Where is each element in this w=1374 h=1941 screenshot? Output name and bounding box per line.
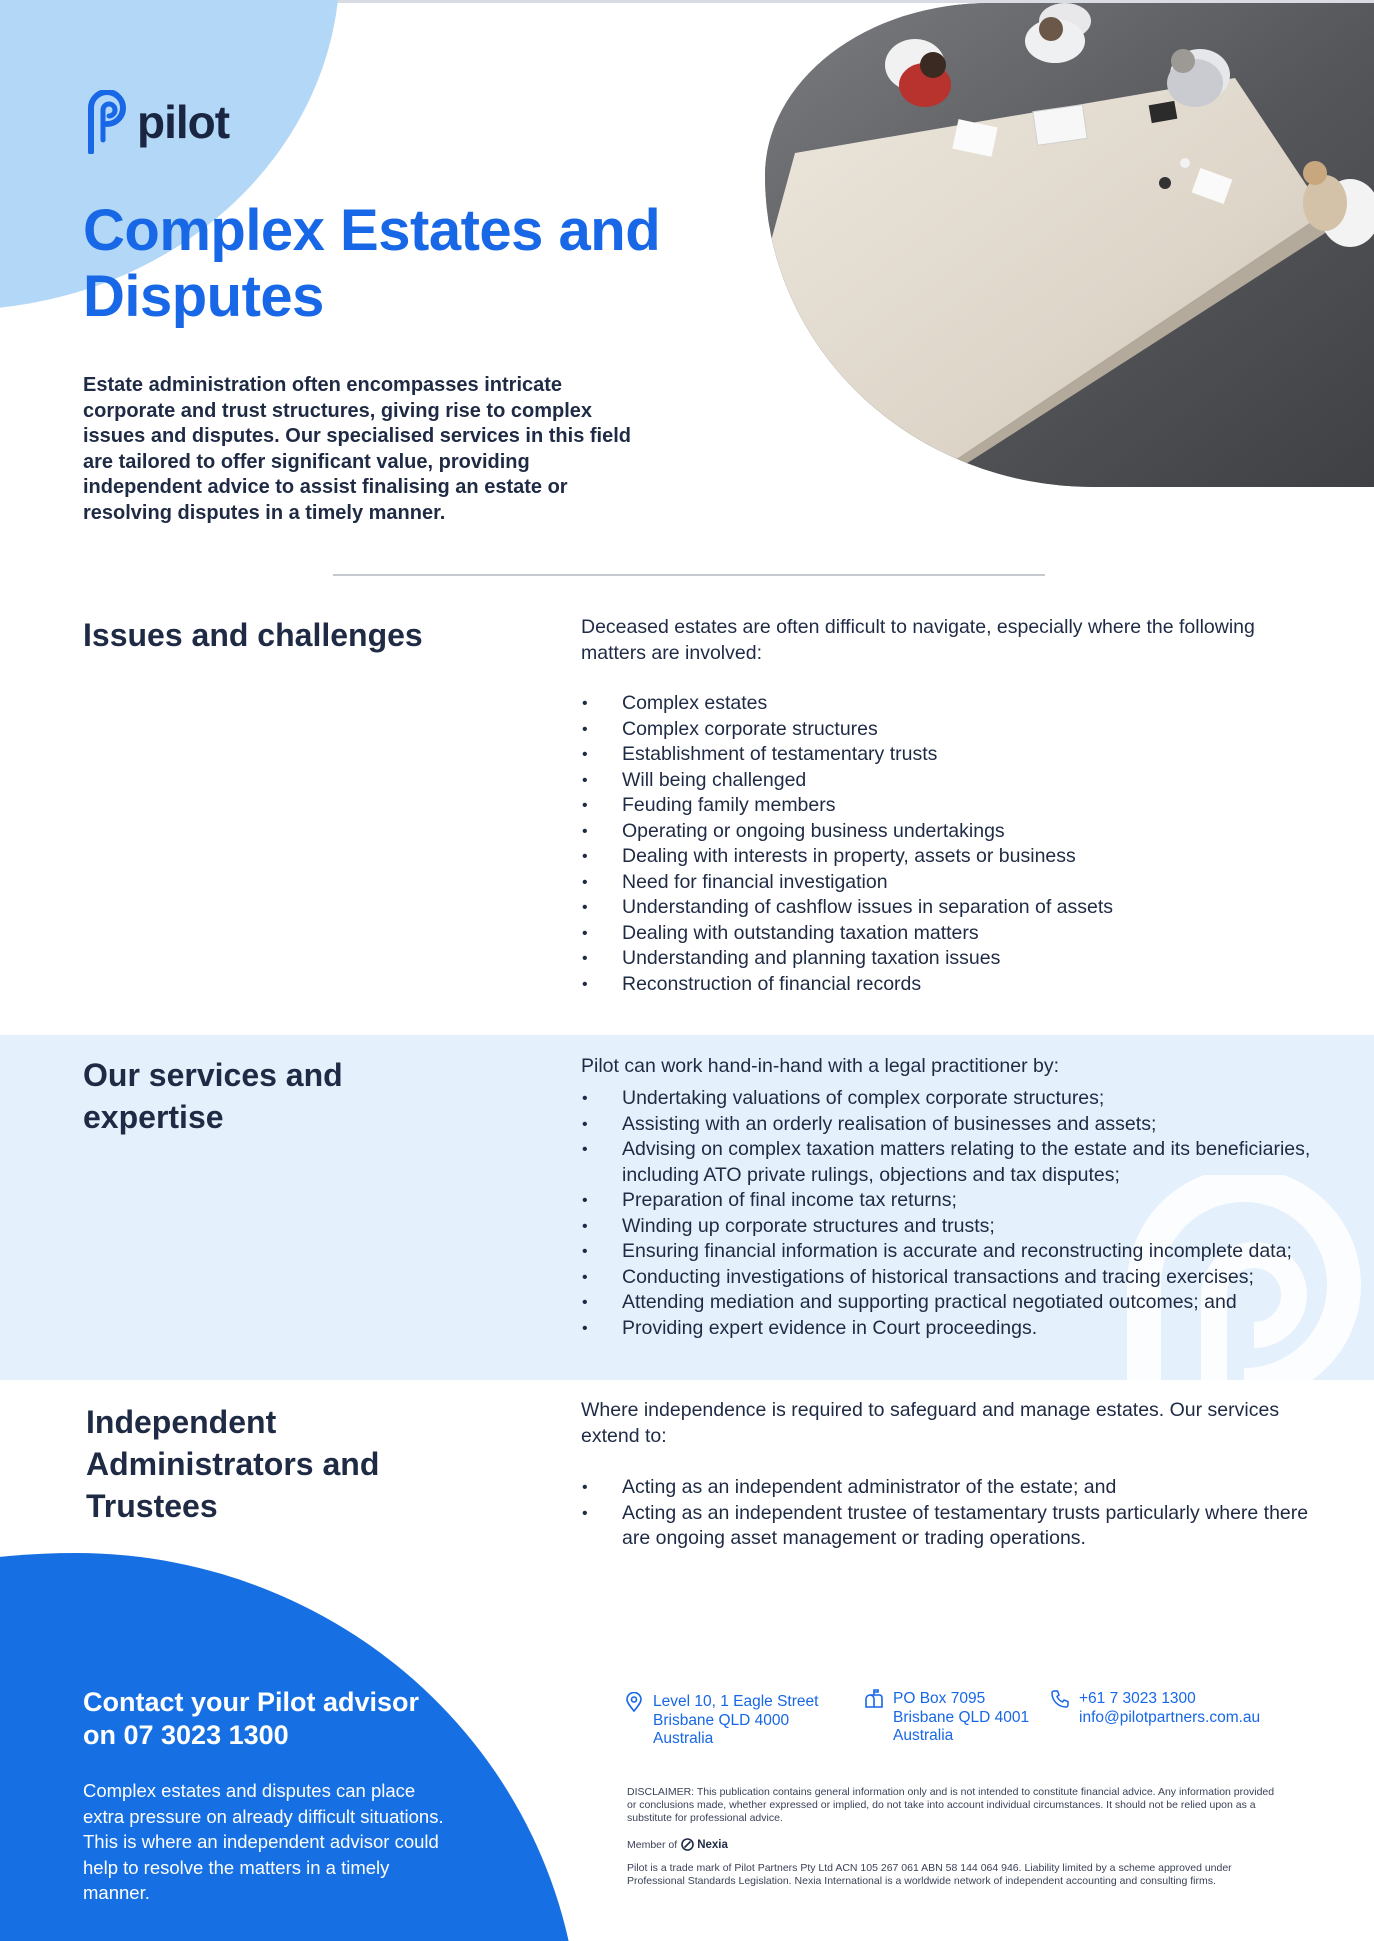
member-label: Member of: [627, 1838, 678, 1851]
contact-title: Contact your Pilot advisor on 07 3023 1300: [83, 1687, 420, 1750]
issues-list: [581, 691, 1301, 997]
page-title: Complex Estates and Disputes: [83, 198, 661, 329]
mailbox-icon: [864, 1689, 884, 1709]
phone-number[interactable]: +61 7 3023 1300: [1079, 1690, 1196, 1707]
address-line-1: Level 10, 1 Eagle Street: [653, 1693, 819, 1710]
services-list-item: • Assisting with an orderly realisation of businesses and assets;: [581, 1112, 1321, 1138]
issues-intro: Deceased estates are often difficult to navigate, especially where the following matters are involved:: [581, 616, 1255, 664]
issues-list-item: • Establishment of testamentary trusts: [581, 742, 1301, 768]
services-list-item: • Preparation of final income tax returns;: [581, 1188, 1321, 1214]
postal-address: [864, 1690, 1029, 1746]
independent-list: [581, 1475, 1321, 1552]
issues-list-item: • Will being challenged: [581, 768, 1301, 794]
services-list-item: • Conducting investigations of historical transactions and tracing exercises;: [581, 1265, 1321, 1291]
services-list-item: • Ensuring financial information is accurate and reconstructing incomplete data;: [581, 1239, 1321, 1265]
services-intro: Pilot can work hand-in-hand with a legal practitioner by:: [581, 1055, 1060, 1077]
address-line-2: Brisbane QLD 4000: [653, 1711, 790, 1729]
trademark-text: Pilot is a trade mark of Pilot Partners Pty Ltd ACN 105 267 061 ABN 58 144 064 946. Liability limited by a scheme approved under Professional Standards Legislation. Nexia International is a worldwide network of independent accounting and consulting firms.: [627, 1862, 1232, 1887]
meeting-photo: [765, 3, 1374, 487]
services-list-item: • Attending mediation and supporting practical negotiated outcomes; and: [581, 1290, 1321, 1316]
contact-text: Complex estates and disputes can place extra pressure on already difficult situations. This is where an independent advisor could help to resolve the matters in a timely manner.: [83, 1780, 444, 1903]
issues-list-item: • Understanding of cashflow issues in separation of assets: [581, 895, 1301, 921]
section-divider: [333, 574, 1045, 576]
independent-title: Independent Administrators and Trustees: [86, 1404, 380, 1524]
intro-paragraph: Estate administration often encompasses intricate corporate and trust structures, giving rise to complex issues and disputes. Our specialised services in this field are tailored to offer significant value, providing independent advice to assist finalising an estate or resolving disputes in a timely manner.: [83, 374, 631, 524]
issues-list-item: • Complex corporate structures: [581, 717, 1301, 743]
issues-title: Issues and challenges: [83, 617, 423, 653]
postal-line-1: PO Box 7095: [893, 1690, 986, 1707]
nexia-logo-icon: [681, 1838, 694, 1851]
issues-list-item: • Complex estates: [581, 691, 1301, 717]
logo-wordmark: pilot: [137, 96, 230, 148]
issues-list-item: • Need for financial investigation: [581, 870, 1301, 896]
independent-intro: Where independence is required to safeguard and manage estates. Our services extend to:: [581, 1399, 1280, 1447]
street-address: [624, 1693, 818, 1749]
phone-contact: [1050, 1690, 1260, 1727]
services-list-item: • Undertaking valuations of complex corporate structures;: [581, 1086, 1321, 1112]
phone-icon: [1050, 1689, 1070, 1709]
services-list-item: • Winding up corporate structures and trusts;: [581, 1214, 1321, 1240]
services-list: [581, 1086, 1321, 1341]
services-list-item: • Providing expert evidence in Court proceedings.: [581, 1316, 1321, 1342]
member-name: Nexia: [697, 1838, 728, 1851]
independent-list-item: • Acting as an independent administrator of the estate; and: [581, 1475, 1321, 1501]
disclaimer-text: DISCLAIMER: This publication contains general information only and is not intended to constitute financial advice. Any information provided or conclusions made, whether expressed or implied, do not take into account individual circumstances. It should not be relied upon as a substitute for professional advice.: [627, 1786, 1275, 1824]
issues-list-item: • Operating or ongoing business undertakings: [581, 819, 1301, 845]
member-of-nexia: [627, 1838, 728, 1851]
issues-list-item: • Understanding and planning taxation issues: [581, 946, 1301, 972]
issues-list-item: • Dealing with outstanding taxation matters: [581, 921, 1301, 947]
postal-line-2: Brisbane QLD 4001: [893, 1708, 1030, 1726]
issues-list-item: • Reconstruction of financial records: [581, 972, 1301, 998]
issues-list-item: • Feuding family members: [581, 793, 1301, 819]
postal-line-3: Australia: [893, 1727, 954, 1744]
pilot-logo-icon: [83, 90, 129, 154]
issues-list-item: • Dealing with interests in property, assets or business: [581, 844, 1301, 870]
services-list-item: • Advising on complex taxation matters relating to the estate and its beneficiaries, including ATO private rulings, objections and tax disputes;: [581, 1137, 1321, 1188]
email-link[interactable]: info@pilotpartners.com.au: [1079, 1708, 1261, 1726]
pilot-logo: [83, 86, 229, 158]
address-line-3: Australia: [653, 1730, 714, 1747]
independent-list-item: • Acting as an independent trustee of testamentary trusts particularly where there are ongoing asset management or trading operations.: [581, 1501, 1321, 1552]
location-pin-icon: [624, 1692, 644, 1712]
services-title: Our services and expertise: [83, 1057, 343, 1135]
